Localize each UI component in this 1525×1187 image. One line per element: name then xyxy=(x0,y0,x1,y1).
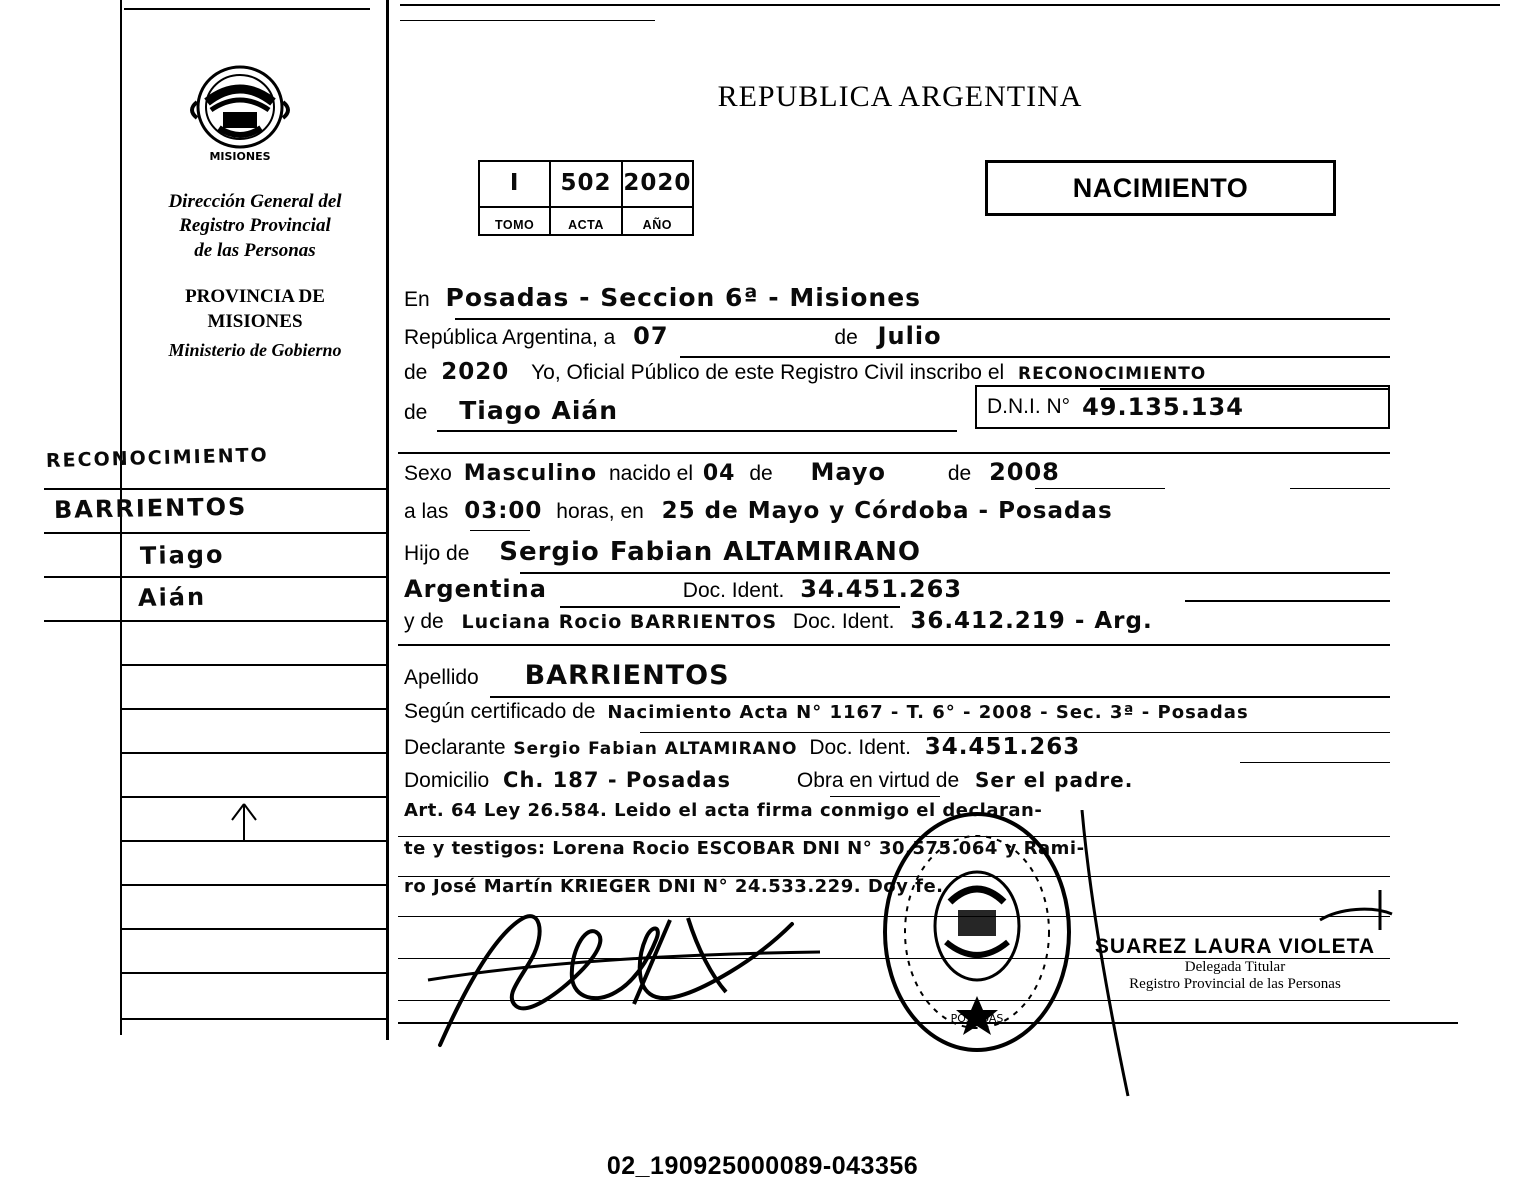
label-de-3: de xyxy=(404,401,428,424)
label-en: En xyxy=(404,288,430,311)
registry-cell-tomo xyxy=(480,162,551,234)
value-hour: 03:00 xyxy=(464,498,543,524)
cell-divider xyxy=(480,206,549,208)
field-row-father-doc xyxy=(404,575,962,603)
margin-rule xyxy=(120,972,388,974)
value-month: Julio xyxy=(877,322,942,350)
field-row-surname xyxy=(404,660,730,691)
free-text-line-3: ro José Martín KRIEGER DNI N° 24.533.229. Doy fe. xyxy=(404,876,944,897)
margin-rule xyxy=(120,708,388,710)
label-obra-en-virtud: Obra en virtud de xyxy=(796,769,960,792)
field-rule xyxy=(437,430,957,432)
field-row-certificate xyxy=(404,700,1249,724)
province-line-2: MISIONES xyxy=(207,310,303,332)
field-rule xyxy=(680,356,1390,358)
margin-rule xyxy=(44,620,388,622)
label-doc-ident-1: Doc. Ident. xyxy=(682,579,785,602)
value-father: Sergio Fabian ALTAMIRANO xyxy=(499,537,922,567)
office-line-1: Dirección General del xyxy=(168,191,342,212)
provincial-crest-icon xyxy=(185,62,295,167)
value-dni: 49.135.134 xyxy=(1082,393,1244,421)
ministry-name: Ministerio de Gobierno xyxy=(168,340,342,360)
top-rule-right xyxy=(400,4,1500,6)
value-apellido: BARRIENTOS xyxy=(524,660,730,691)
label-declarante: Declarante xyxy=(404,736,506,759)
margin-note-2: BARRIENTOS xyxy=(53,492,248,524)
field-rule xyxy=(1240,762,1390,763)
field-rule xyxy=(1185,600,1390,602)
svg-text:MISIONES: MISIONES xyxy=(209,150,271,163)
field-rule xyxy=(490,696,1390,698)
office-line-2: Registro Provincial xyxy=(179,215,331,237)
province-line-1: PROVINCIA DE xyxy=(185,286,325,307)
registry-box xyxy=(478,160,694,236)
margin-rule xyxy=(44,532,388,534)
field-rule xyxy=(830,796,940,797)
value-birth-year: 2008 xyxy=(989,458,1060,486)
anio-value: 2020 xyxy=(623,170,692,196)
margin-rule xyxy=(120,1018,388,1020)
value-sexo: Masculino xyxy=(463,461,598,486)
label-domicilio: Domicilio xyxy=(404,769,490,792)
margin-rule xyxy=(120,752,388,754)
registry-cell-anio xyxy=(623,162,692,234)
label-yo-oficial: Yo, Oficial Público de este Registro Civil inscribo el xyxy=(531,361,1005,384)
free-text-line-1: Art. 64 Ley 26.584. Leido el acta firma conmigo el declaran- xyxy=(404,800,1043,821)
label-y-de: y de xyxy=(404,610,444,633)
margin-rule xyxy=(44,576,388,578)
label-nacido: nacido el xyxy=(608,462,694,485)
label-de-2: de xyxy=(404,361,428,384)
tomo-value: I xyxy=(509,170,520,196)
value-mother: Luciana Rocio BARRIENTOS xyxy=(461,611,778,633)
acta-value: 502 xyxy=(560,170,612,196)
value-birth-month: Mayo xyxy=(810,458,887,486)
field-row-address xyxy=(404,768,1133,793)
label-dni: D.N.I. N° xyxy=(987,395,1071,418)
margin-rule xyxy=(120,884,388,886)
label-republica: República Argentina, a xyxy=(404,326,616,349)
tomo-label: TOMO xyxy=(495,218,535,232)
document-type-badge: NACIMIENTO xyxy=(985,160,1336,216)
value-birth-day: 04 xyxy=(702,461,736,486)
field-row-date xyxy=(404,322,942,350)
margin-rule xyxy=(120,928,388,930)
svg-text:POSADAS: POSADAS xyxy=(950,1012,1004,1025)
registry-cell-acta xyxy=(551,162,622,234)
label-de-1: de xyxy=(834,326,858,349)
field-rule xyxy=(470,530,530,531)
value-certificate: Nacimiento Acta N° 1167 - T. 6° - 2008 - Sec. 3ª - Posadas xyxy=(607,702,1249,723)
margin-rule xyxy=(44,488,388,490)
province-name xyxy=(130,285,380,334)
field-row-father xyxy=(404,537,921,567)
field-rule xyxy=(455,318,1390,320)
value-day: 07 xyxy=(633,322,669,350)
officer-role-2: Registro Provincial de las Personas xyxy=(1129,976,1341,992)
margin-note-1: RECONOCIMIENTO xyxy=(45,444,269,472)
value-obra: Ser el padre. xyxy=(975,768,1134,792)
margin-rule xyxy=(120,664,388,666)
value-declarante: Sergio Fabian ALTAMIRANO xyxy=(513,739,798,759)
value-year: 2020 xyxy=(441,359,510,385)
field-rule xyxy=(640,732,1390,733)
margin-note-3: Tiago xyxy=(139,540,225,570)
label-sexo: Sexo xyxy=(404,462,452,485)
field-row-hour-place xyxy=(404,498,1113,524)
free-text-line-2: te y testigos: Lorena Rocio ESCOBAR DNI N° 30.575.064 y Rami- xyxy=(404,838,1085,859)
field-row-child xyxy=(404,396,618,425)
value-mother-doc: 36.412.219 - Arg. xyxy=(910,608,1153,634)
value-declarante-doc: 34.451.263 xyxy=(924,734,1081,760)
label-de-4: de xyxy=(749,462,773,485)
value-domicilio: Ch. 187 - Posadas xyxy=(503,768,732,792)
block-separator xyxy=(398,644,1390,646)
value-father-doc: 34.451.263 xyxy=(800,575,963,603)
margin-note-4: Aián xyxy=(137,582,207,612)
label-alas: a las xyxy=(404,500,449,523)
footer-id: 02_190925000089-043356 xyxy=(0,1145,1525,1187)
office-line-3: de las Personas xyxy=(194,239,316,261)
label-doc-ident-2: Doc. Ident. xyxy=(792,610,895,633)
dni-box xyxy=(975,385,1390,429)
acta-label: ACTA xyxy=(568,218,604,232)
pen-stroke-overlay xyxy=(1020,810,1440,1100)
value-father-nationality: Argentina xyxy=(404,575,547,603)
label-de-5: de xyxy=(947,462,972,485)
field-rule xyxy=(1035,488,1165,489)
label-hijo-de: Hijo de xyxy=(404,542,470,565)
office-name xyxy=(130,190,380,263)
field-row-place xyxy=(404,283,921,312)
label-horas: horas, en xyxy=(556,500,644,523)
field-rule xyxy=(520,572,1390,574)
cell-divider xyxy=(623,206,692,208)
page-title: REPUBLICA ARGENTINA xyxy=(717,80,1083,113)
officer-name: SUAREZ LAURA VIOLETA xyxy=(1094,935,1376,958)
cell-divider xyxy=(551,206,620,208)
anio-label: AÑO xyxy=(642,218,672,232)
field-rule xyxy=(1290,488,1390,489)
field-row-declarant xyxy=(404,734,1080,760)
label-segun-certificado: Según certificado de xyxy=(404,700,596,723)
top-rule-right-2 xyxy=(400,20,655,21)
value-act-type: RECONOCIMIENTO xyxy=(1018,364,1207,384)
top-rule-left xyxy=(124,8,370,10)
value-birth-place: 25 de Mayo y Córdoba - Posadas xyxy=(661,498,1113,524)
label-doc-ident-3: Doc. Ident. xyxy=(809,736,911,759)
field-row-sex-birth xyxy=(404,458,1060,486)
margin-pencil-mark xyxy=(228,798,268,844)
field-row-year-officer xyxy=(404,359,1206,385)
officer-role-1: Delegada Titular xyxy=(1184,959,1286,975)
field-row-mother xyxy=(404,608,1153,634)
value-child-name: Tiago Aián xyxy=(459,396,619,425)
value-place: Posadas - Seccion 6ª - Misiones xyxy=(445,283,922,312)
block-separator xyxy=(398,452,1390,454)
label-apellido: Apellido xyxy=(404,666,479,689)
